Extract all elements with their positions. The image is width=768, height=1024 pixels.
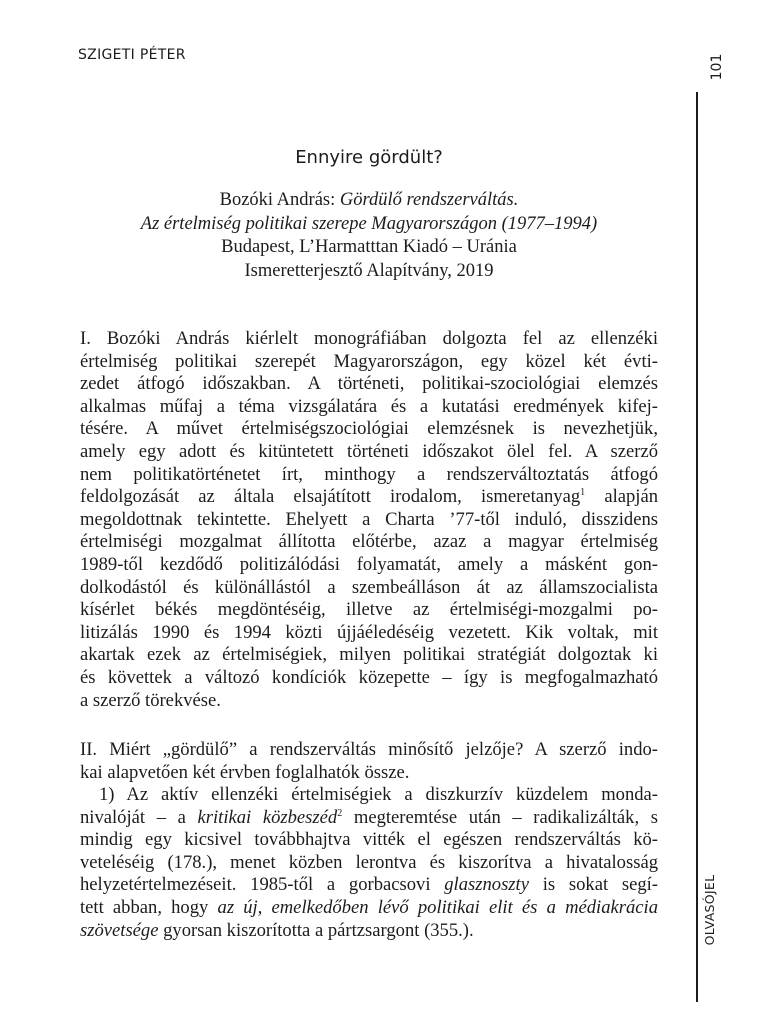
emphasis: glasznoszty bbox=[444, 874, 529, 896]
text-line: 1) Az aktív ellenzéki értelmiségiek a diszkurzív küzdelem monda- bbox=[99, 784, 658, 805]
text-line: veteléséig (178.), menet közben lerontva és kiszorítva a hivatalosság bbox=[80, 851, 658, 873]
text-line: mindig egy kicsivel továbbhajtva vitték el egészen rendszerváltás kö- bbox=[80, 829, 658, 851]
text-line: értelmiség politikai szerepét Magyarországon, egy közel két évti- bbox=[80, 350, 658, 372]
text-line bbox=[80, 874, 658, 897]
text-fragment: megteremtése után – radikalizálták, s bbox=[342, 806, 658, 828]
text-line: megoldottnak tekintette. Ehelyett a Charta ’77-től induló, disszidens bbox=[80, 508, 658, 530]
text-line: litizálás 1990 és 1994 közti újjáéledéséig vezetett. Kik voltak, mit bbox=[80, 621, 658, 643]
text-line: zedet átfogó időszakban. A történeti, politikai-szociológiai elemzés bbox=[80, 373, 658, 395]
text-line: a szerző törekvése. bbox=[80, 689, 221, 711]
citation-author: Bozóki András: bbox=[219, 190, 340, 210]
running-head: SZIGETI PÉTER bbox=[78, 47, 186, 63]
text-fragment: is sokat segí- bbox=[528, 874, 659, 896]
text-line: akartak ezek az értelmiségiek, milyen politikai stratégiát dolgoztak ki bbox=[80, 644, 658, 666]
text-line: dolkodástól és különállástól a szembeálláson át az államszocialista bbox=[80, 576, 658, 598]
citation-book-title: Gördülő rendszerváltás. bbox=[339, 190, 519, 210]
emphasis: szövetsége bbox=[80, 919, 159, 941]
text-line: alkalmas műfaj a téma vizsgálatára és a kutatási eredmények kifej- bbox=[80, 395, 658, 417]
book-citation bbox=[80, 189, 658, 283]
emphasis: az új, emelkedőben lévő politikai elit és a médiakrácia bbox=[217, 896, 659, 918]
text-line: kai alapvetően két érvben foglalhatók össze. bbox=[80, 761, 410, 783]
text-line: kísérlet békés megdöntéséig, illetve az értelmiségi-mozgalmi po- bbox=[80, 599, 658, 621]
text-line bbox=[80, 807, 658, 830]
text-fragment: feldolgozását az általa elsajátított irodalom, ismeretanyag bbox=[80, 486, 581, 508]
text-line bbox=[80, 920, 658, 943]
footnote-marker: 2 bbox=[337, 807, 343, 819]
text-fragment: nivalóját – a bbox=[80, 806, 198, 828]
text-line: értelmiségi mozgalmat állította előtérbe, azaz a magyar értelmiség bbox=[80, 531, 658, 553]
text-fragment: alapján bbox=[604, 486, 659, 508]
section-label: OLVASÓJEL bbox=[702, 874, 717, 946]
text-line: I. Bozóki András kiérlelt monográfiában dolgozta fel az ellenzéki bbox=[80, 328, 658, 349]
review-title: Ennyire gördült? bbox=[295, 147, 443, 168]
text-fragment: tett abban, hogy bbox=[80, 896, 218, 918]
paragraph-3 bbox=[80, 784, 658, 942]
citation-publisher-2: Ismeretterjesztő Alapítvány, 2019 bbox=[244, 260, 494, 281]
text-line bbox=[80, 486, 658, 509]
text-fragment: gyorsan kiszorította a pártzsargont (355.). bbox=[158, 919, 474, 941]
citation-publisher: Budapest, L’Harmatttan Kiadó – Uránia bbox=[221, 237, 517, 257]
text-line: tésére. A művet értelmiségszociológiai elemzésnek is nevezhetjük, bbox=[80, 418, 658, 440]
paragraph-1 bbox=[80, 328, 658, 712]
text-line: II. Miért „gördülő” a rendszerváltás minősítő jelzője? A szerző indo- bbox=[80, 739, 658, 760]
text-line: 1989-től kezdődő politizálódási folyamatát, amely a másként gon- bbox=[80, 553, 658, 575]
text-line: nem politikatörténetet írt, minthogy a rendszerváltoztatás átfogó bbox=[80, 463, 658, 485]
citation-subtitle: Az értelmiség politikai szerepe Magyarországon (1977–1994) bbox=[140, 213, 598, 234]
text-line bbox=[80, 897, 658, 920]
paragraph-2 bbox=[80, 739, 658, 784]
text-fragment: helyzetértelmezéseit. 1985-től a gorbacsovi bbox=[80, 874, 445, 896]
text-line: amely egy adott és kitüntetett történeti időszakot ölel fel. A szerző bbox=[80, 440, 658, 462]
footnote-marker: 1 bbox=[580, 487, 586, 499]
text-line: és követtek a változó kondíciók közepette – így is megfogalmazható bbox=[80, 666, 658, 688]
citation-line-1 bbox=[80, 189, 658, 213]
page-number: 101 bbox=[709, 53, 725, 81]
emphasis: kritikai közbeszéd bbox=[197, 806, 338, 828]
